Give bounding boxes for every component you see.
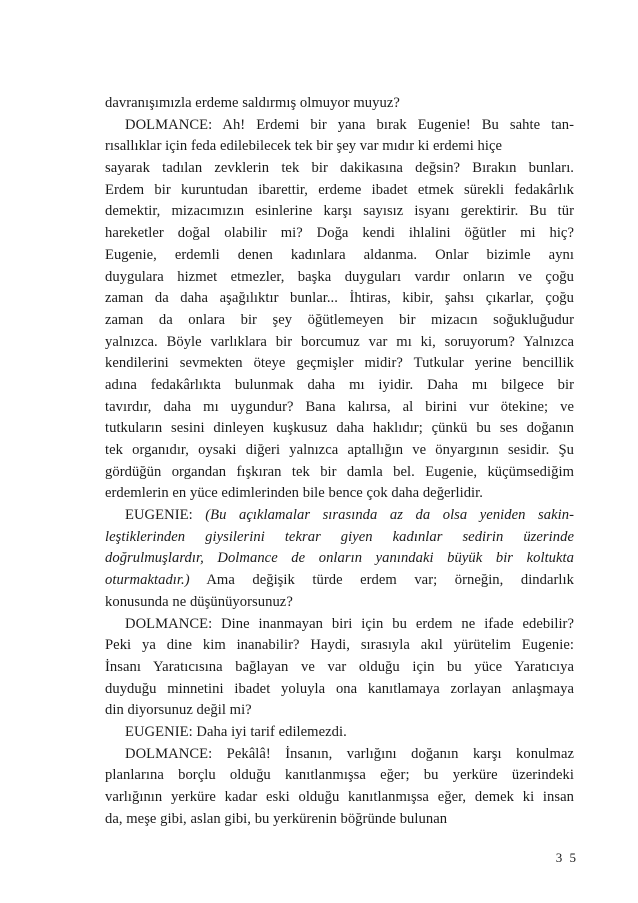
dialogue-text: EUGENIE: (125, 507, 206, 524)
dialogue-text: Ama değişik türde erdem var; örneğin, dindarlık (189, 572, 574, 589)
text-line: davranışımızla erdeme saldırmış olmuyor muyuz? (105, 95, 400, 111)
text-line: erdemlerin en yüce edimlerinden bile bence çok daha değerlidir. (105, 485, 483, 502)
text-line: EUGENIE: Daha iyi tarif edilemezdi. (125, 723, 347, 740)
text-line: tutkuların sesini dinleyen kuşkusuz daha haklıdır; çünkü bu ses doğanın (105, 420, 574, 437)
text-line: adına fedakârlıkta bulunmak daha mı iyidir. Daha mı bilgece bir (105, 376, 574, 393)
text-line: yalnızca. Böyle varlıklara bir borcumuz var mı ki, soruyorum? Yalnızca (105, 333, 574, 350)
text-line: zaman da daha aşağılıktır bunlar... İhtiras, kibir, şahsı çıkarlar, çoğu (105, 290, 574, 307)
text-line: İnsanı Yaratıcısına bağlayan ve var olduğu için bu yüce Yaratıcıya (105, 658, 574, 675)
text-line: konusunda ne düşünüyorsunuz? (105, 593, 293, 610)
text-line (105, 548, 574, 570)
text-line: DOLMANCE: Ah! Erdemi bir yana bırak Eugenie! Bu sahte tan- (125, 116, 574, 133)
text-line: duygulara hizmet etmezler, başka duyguları vardır onların ve çoğu (105, 268, 574, 285)
text-line (105, 570, 574, 592)
text-line: planlarına borçlu olduğu kanıtlanmışsa eğer; bu yerküre üzerindeki (105, 767, 574, 784)
text-line: da, meşe gibi, aslan gibi, bu yerkürenin böğründe bulunan (105, 810, 448, 827)
text-line: Peki ya dine kim inanabilir? Haydi, sırasıyla akıl yürütelim Eugenie: (105, 637, 574, 654)
text-line: Erdem bir kuruntudan ibarettir, erdeme ibadet etmek sürekli fedakârlık (105, 181, 574, 198)
text-line: Eugenie, erdemli denen kadınlara aldanma. Onlar bizimle aynı (105, 246, 574, 263)
body-text (105, 93, 574, 830)
page-number: 3 5 (555, 850, 578, 865)
stage-direction-text: oturmaktadır.) (105, 572, 190, 589)
text-line: tek organıdır, oysaki diğeri yalnızca aptallığın ve önyargının sesidir. Şu (105, 442, 574, 458)
text-line (105, 527, 574, 549)
text-line: duyduğu minnetini ibadet yoluyla ona kanıtlamaya zorlayan anlaşmaya (105, 680, 574, 697)
text-line: DOLMANCE: Dine inanmayan biri için bu erdem ne ifade edebilir? (125, 615, 574, 632)
text-line: kendilerini sevmekten öteye geçmişler midir? Tutkular yerine bencillik (105, 355, 574, 372)
text-line: varlığının yerküre kadar eski olduğu kanıtlanmışsa eğer, demek ki insan (105, 789, 574, 805)
text-line: tavırdır, daha mı uygundur? Bana kalırsa, al birini vur ötekine; ve (105, 398, 574, 415)
text-line: din diyorsunuz değil mi? (105, 702, 252, 719)
text-line: zaman da onlara bir şey öğütlemeyen bir mizacın soğukluğudur (105, 311, 574, 328)
text-line (105, 505, 574, 527)
stage-direction-text: doğrulmuşlardır, Dolmance de onların yanındaki büyük bir koltukta (105, 550, 574, 567)
text-line: gördüğün organdan fışkıran tek bir damla bel. Eugenie, küçümsediğim (105, 463, 574, 480)
text-line: demektir, mizacımızın esinlerine karşı sayısız isyanı gerektirir. Bu tür (105, 203, 574, 220)
text-line: DOLMANCE: Pekâlâ! İnsanın, varlığını doğanın karşı konulmaz (125, 745, 574, 762)
text-line: sayarak tadılan zevklerin tek bir dakikasına değsin? Bırakın bunları. (105, 160, 574, 177)
text-line: hareketler doğal olabilir mi? Doğa kendi ihlalini öğütler mi hiç? (105, 225, 574, 242)
text-line: rısallıklar için feda edilebilecek tek bir şey var mıdır ki erdemi hiçe (105, 138, 503, 155)
stage-direction-text: (Bu açıklamalar sırasında az da olsa yeniden sakin- (205, 507, 574, 524)
stage-direction-text: leştiklerinden giysilerini tekrar giyen kadınlar sedirin üzerinde (105, 528, 574, 545)
